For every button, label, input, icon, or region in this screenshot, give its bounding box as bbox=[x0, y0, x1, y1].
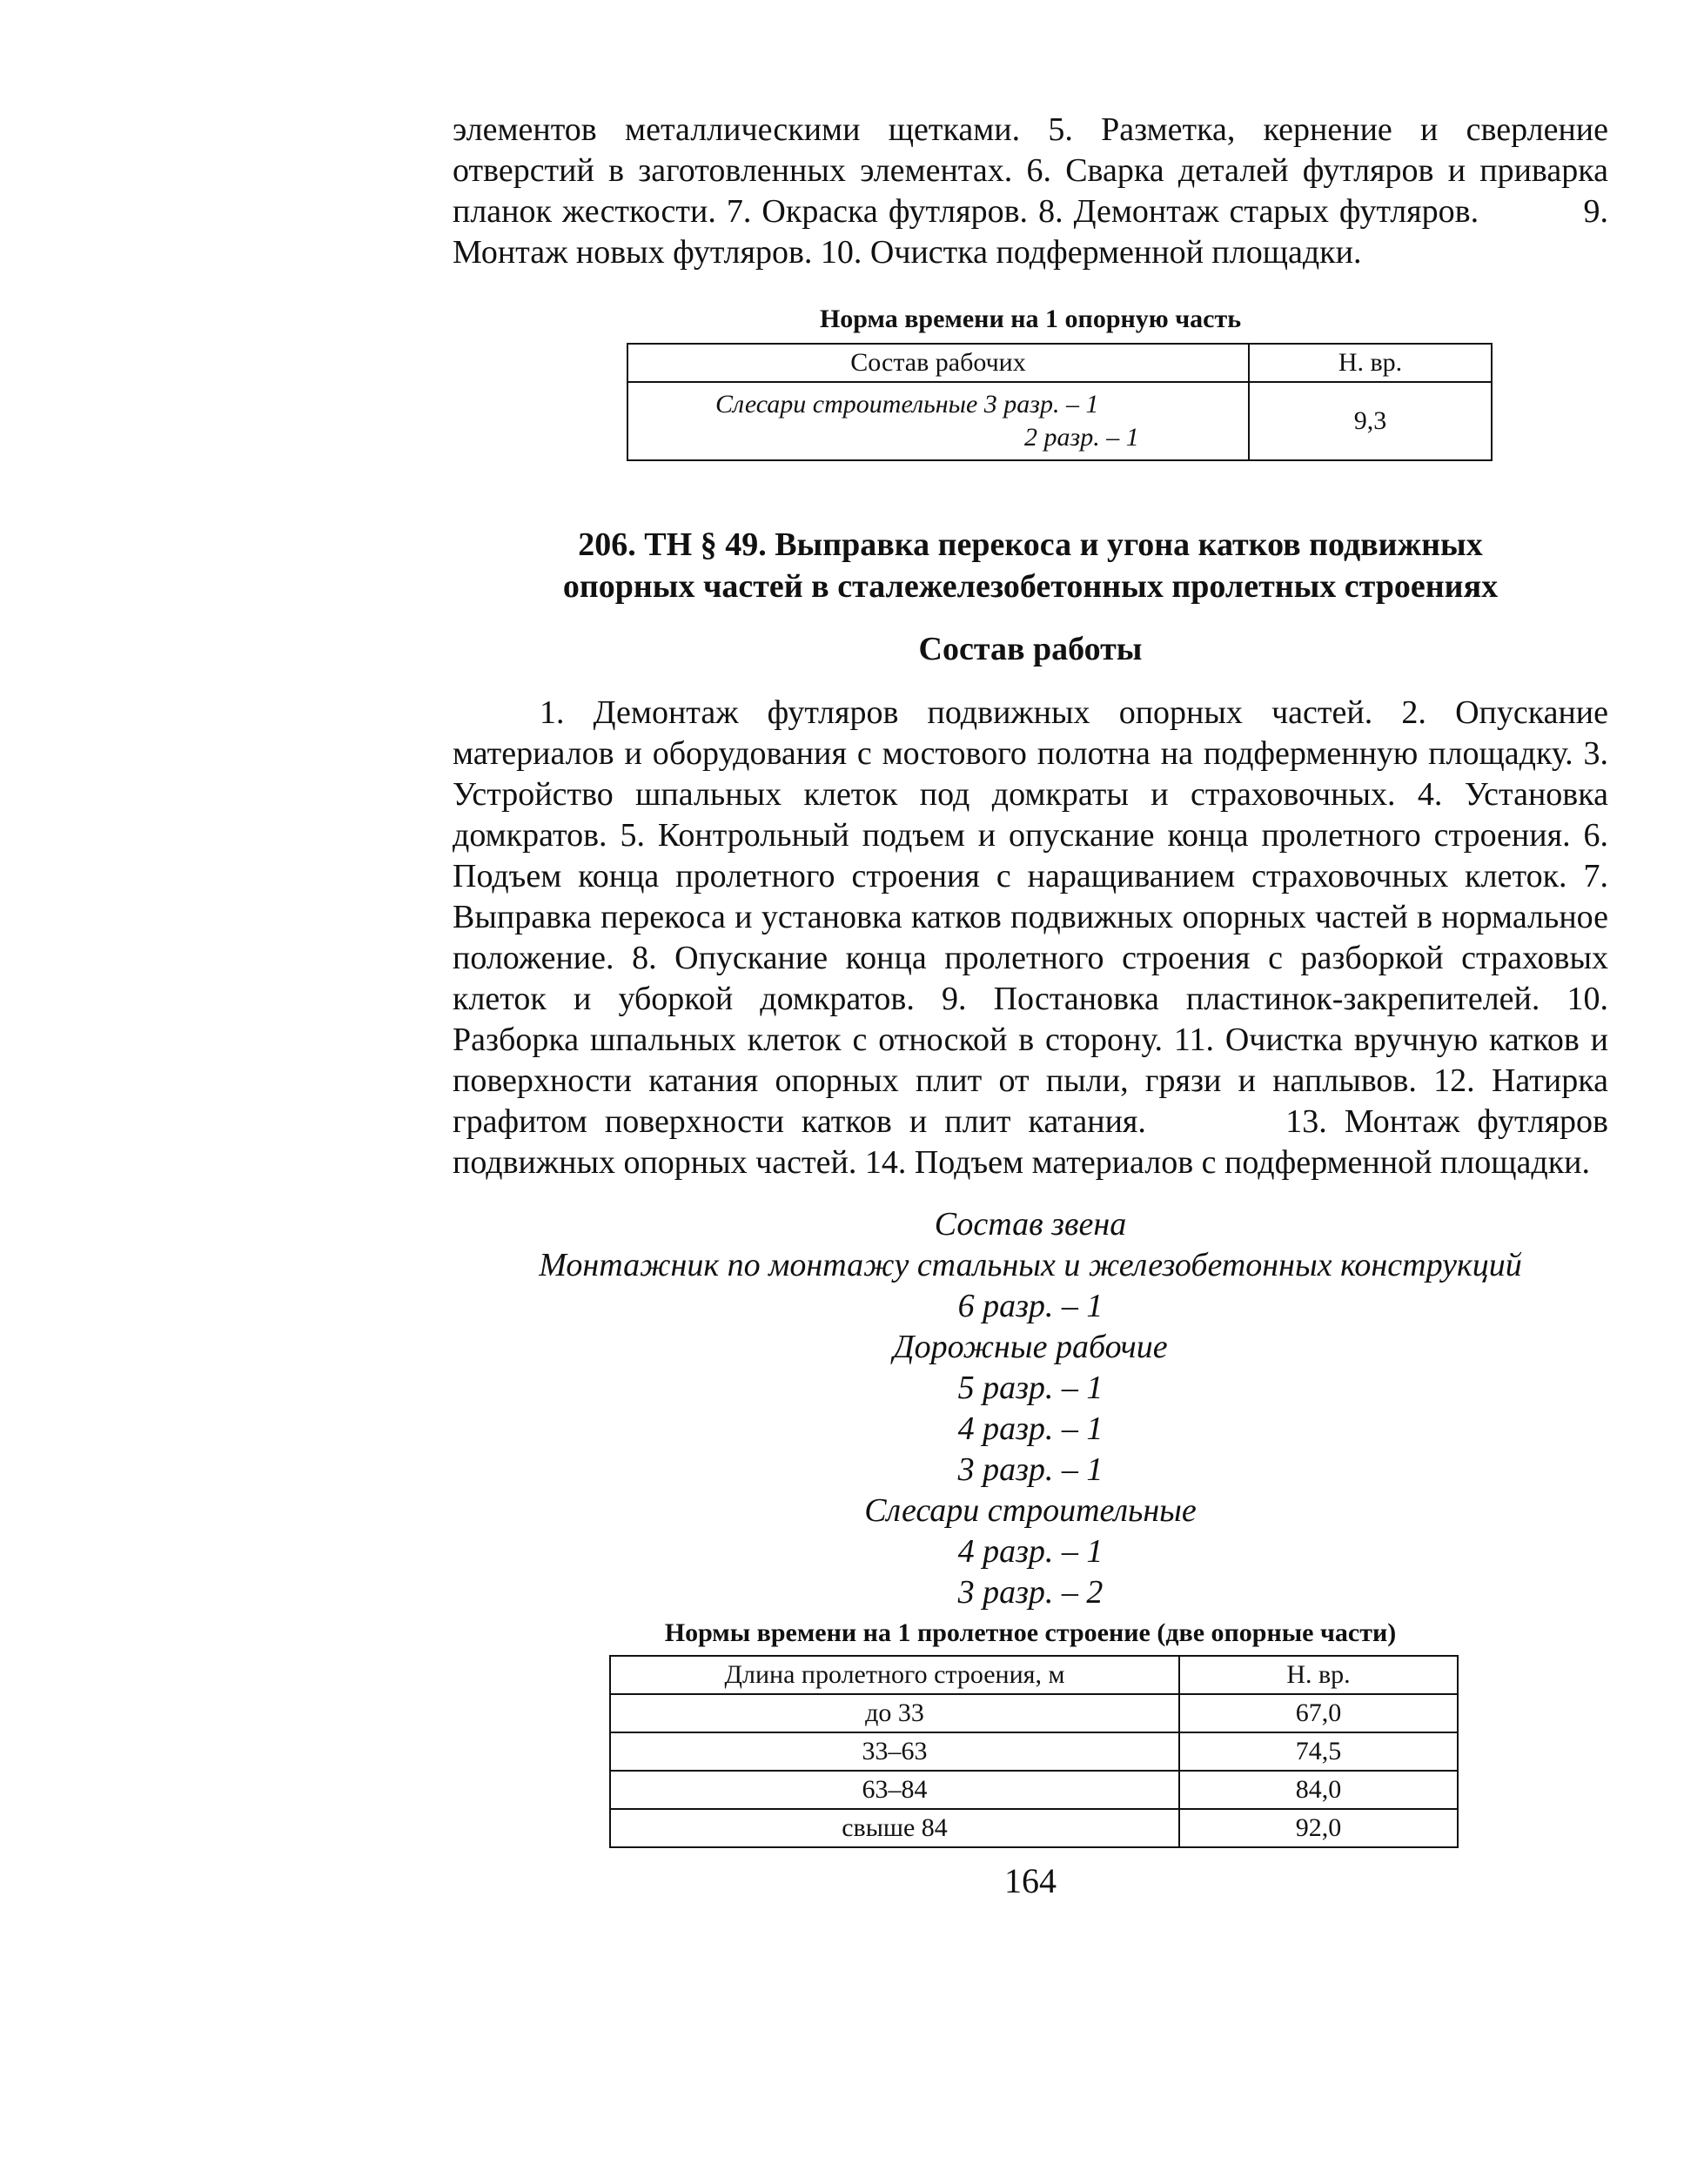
intro-paragraph: элементов металлическими щетками. 5. Разметка, кернение и сверление отверстий в заготовленных элементах. 6. Сварка деталей футляров и приварка планок жесткости. 7. Окраска футляров. 8. Демонтаж старых футляров. 9. Монтаж новых футляров. 10. Очистка подферменной площадки. bbox=[453, 111, 1617, 271]
norm-table-2 bbox=[609, 1655, 1459, 1848]
crew-line: 4 разр. – 1 bbox=[957, 1410, 1104, 1447]
workers-cell bbox=[627, 382, 1249, 460]
work-title: Состав работы bbox=[918, 631, 1143, 667]
page-number: 164 bbox=[1004, 1861, 1057, 1900]
crew-block bbox=[453, 1204, 1608, 1613]
header-norm: Н. вр. bbox=[1179, 1656, 1458, 1694]
section-heading-line-1: 206. ТН § 49. Выправка перекоса и угона катков подвижных bbox=[578, 526, 1483, 563]
table-row bbox=[610, 1771, 1458, 1809]
crew-line: 4 разр. – 1 bbox=[957, 1533, 1104, 1570]
norm-value: 9,3 bbox=[1249, 382, 1492, 460]
crew-line: 3 разр. – 1 bbox=[957, 1451, 1104, 1488]
crew-line: Монтажник по монтажу стальных и железобетонных конструкций bbox=[539, 1247, 1522, 1283]
header-workers: Состав рабочих bbox=[627, 344, 1249, 382]
crew-line: 3 разр. – 2 bbox=[957, 1574, 1104, 1611]
work-paragraph: 1. Демонтаж футляров подвижных опорных частей. 2. Опускание материалов и оборудования с мостового полотна на подферменную площадку. 3. Устройство шпальных клеток под домкраты и страховочных. 4. Установка домкратов. 5. Контрольный подъем и опускание конца пролетного строения. 6. Подъем конца пролетного строения с наращиванием страховочных клеток. 7. Выправка перекоса и установка катков подвижных опорных частей в нормальное положение. 8. Опускание конца пролетного строения с разборкой страховых клеток и уборкой домкратов. 9. Постановка пластинок-закрепителей. 10. Разборка шпальных клеток с отноской в сторону. 11. Очистка вручную катков и поверхности катания опорных плит от пыли, грязи и наплывов. 12. Натирка графитом поверхности катков и плит катания. 13. Монтаж футляров подвижных опорных частей. 14. Подъем материалов с подферменной площадки. bbox=[453, 694, 1617, 1181]
table-row bbox=[610, 1809, 1458, 1847]
table-row bbox=[610, 1694, 1458, 1732]
norm-table-2-caption: Нормы времени на 1 пролетное строение (две опорные части) bbox=[664, 1618, 1397, 1647]
norm-table-1 bbox=[627, 343, 1493, 461]
crew-line: 5 разр. – 1 bbox=[957, 1370, 1104, 1406]
length-cell: 63–84 bbox=[610, 1771, 1179, 1809]
crew-line: Дорожные рабочие bbox=[893, 1329, 1168, 1365]
table-header-row bbox=[627, 344, 1492, 382]
length-cell: до 33 bbox=[610, 1694, 1179, 1732]
table-row bbox=[610, 1732, 1458, 1771]
crew-line: Слесари строительные bbox=[864, 1492, 1197, 1529]
worker-line-1: Слесари строительные 3 разр. – 1 bbox=[715, 390, 1099, 419]
section-heading-line-2: опорных частей в сталежелезобетонных пролетных строениях bbox=[562, 568, 1499, 605]
norm-cell: 74,5 bbox=[1179, 1732, 1458, 1771]
norm-cell: 92,0 bbox=[1179, 1809, 1458, 1847]
header-norm: Н. вр. bbox=[1249, 344, 1492, 382]
header-length: Длина пролетного строения, м bbox=[610, 1656, 1179, 1694]
length-cell: свыше 84 bbox=[610, 1809, 1179, 1847]
norm-cell: 84,0 bbox=[1179, 1771, 1458, 1809]
table-row bbox=[627, 382, 1492, 460]
table-header-row bbox=[610, 1656, 1458, 1694]
worker-line-2: 2 разр. – 1 bbox=[1024, 423, 1139, 452]
crew-title: Состав звена bbox=[934, 1206, 1127, 1243]
norm-cell: 67,0 bbox=[1179, 1694, 1458, 1732]
crew-line: 6 разр. – 1 bbox=[957, 1288, 1104, 1324]
document-page bbox=[453, 110, 1617, 1901]
norm-table-1-caption: Норма времени на 1 опорную часть bbox=[819, 305, 1242, 333]
length-cell: 33–63 bbox=[610, 1732, 1179, 1771]
